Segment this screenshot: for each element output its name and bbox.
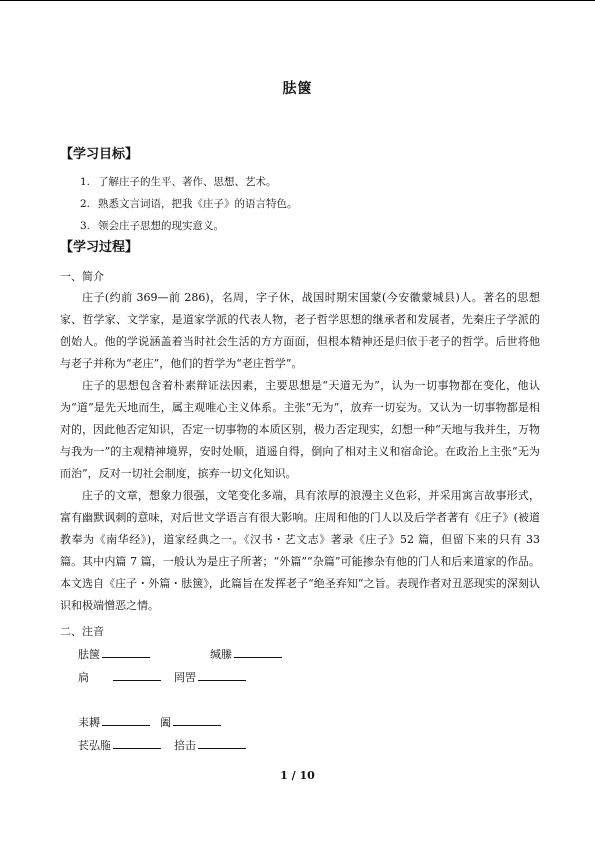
- notes-row: [78, 736, 246, 753]
- note-item: 扃: [78, 668, 174, 685]
- notes-row: [78, 645, 282, 662]
- answer-blank[interactable]: [102, 645, 150, 658]
- answer-blank[interactable]: [102, 713, 150, 726]
- notes-row: [78, 713, 221, 730]
- goal-item: 3. 领会庄子思想的现实意义。: [80, 220, 224, 232]
- note-item: 胠箧: [78, 645, 210, 662]
- intro-heading: 一、简介: [60, 270, 104, 283]
- page-title: 胠箧: [282, 81, 313, 97]
- goal-item: 2. 熟悉文言词语，把我《庄子》的语言特色。: [80, 198, 298, 210]
- note-item: 缄縢: [210, 645, 282, 662]
- answer-blank[interactable]: [113, 668, 161, 681]
- note-item: 阖: [160, 713, 221, 730]
- answer-blank[interactable]: [173, 713, 221, 726]
- answer-blank[interactable]: [198, 736, 246, 749]
- note-item: 耒耨: [78, 713, 160, 730]
- note-item: 罔罟: [174, 668, 246, 685]
- note-item: 苌弘胣: [78, 736, 174, 753]
- intro-body: [60, 287, 540, 617]
- process-heading: 【学习过程】: [60, 240, 139, 255]
- answer-blank[interactable]: [113, 736, 161, 749]
- paragraph: 庄子的文章，想象力很强，文笔变化多端，具有浓厚的浪漫主义色彩，并采用寓言故事形式，富有幽默讽刺的意味，对后世文学语言有很大影响。庄周和他的门人以及后学者著有《庄子》(被道教奉为《南华经》)，道家经典之一。《汉书・艺文志》著录《庄子》52 篇，但留下来的只有 33 篇。其中内篇 7 篇，一般认为是庄子所著；“外篇”“杂篇”可能掺杂有他的门人和后来道家的作品。本文选自《庄子・外篇・胠箧》，此篇旨在发挥老子“绝圣弃知”之旨。表现作者对丑恶现实的深刻认识和极端憎恶之情。: [60, 489, 540, 612]
- notes-heading: 二、注音: [60, 625, 104, 638]
- paragraph: 庄子(约前 369—前 286)，名周，字子休，战国时期宋国蒙(今安徽蒙城县)人。著名的思想家、哲学家、文学家，是道家学派的代表人物，老子哲学思想的继承者和发展者，先秦庄子学派的创始人。他的学说涵盖着当时社会生活的方方面面，但根本精神还是归依于老子的哲学。后世将他与老子并称为“老庄”，他们的哲学为“老庄哲学”。: [60, 291, 540, 370]
- notes-row: [78, 668, 246, 685]
- paragraph: 庄子的思想包含着朴素辩证法因素，主要思想是“天道无为”，认为一切事物都在变化，他认为“道”是先天地而生，属主观唯心主义体系。主张“无为”，放弃一切妄为。又认为一切事物都是相对的，因此他否定知识，否定一切事物的本质区别，极力否定现实，幻想一种“天地与我并生，万物与我为一”的主观精神境界，安时处顺，逍遥自得，倒向了相对主义和宿命论。在政治上主张“无为而治”，反对一切社会制度，摈弃一切文化知识。: [60, 379, 540, 480]
- top-border-line: [0, 0, 595, 1]
- goals-list: [80, 171, 298, 237]
- note-item: 掊击: [174, 736, 246, 753]
- page-number: 1 / 10: [280, 769, 315, 782]
- answer-blank[interactable]: [198, 668, 246, 681]
- goals-heading: 【学习目标】: [60, 147, 139, 162]
- answer-blank[interactable]: [234, 645, 282, 658]
- goal-item: 1. 了解庄子的生平、著作、思想、艺术。: [80, 176, 277, 188]
